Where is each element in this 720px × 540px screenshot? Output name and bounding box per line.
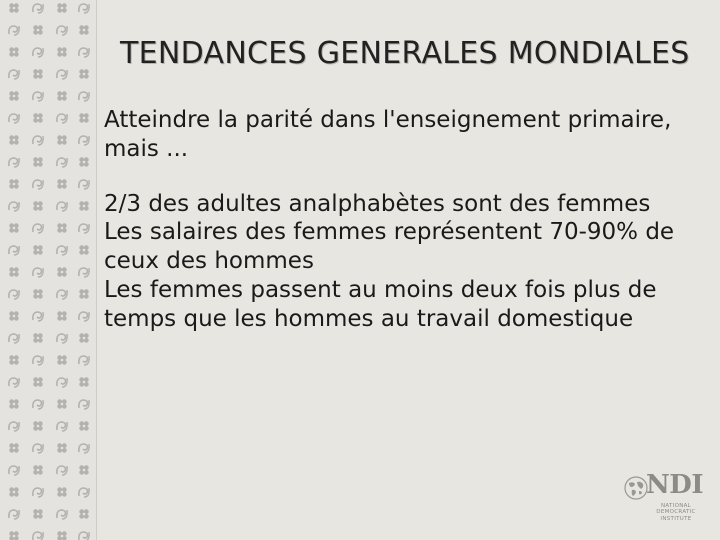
ornament-motif xyxy=(9,510,19,519)
ornament-motif xyxy=(79,268,89,277)
logo-subtitle: NATIONAL DEMOCRATIC INSTITUTE xyxy=(656,503,696,522)
paragraph-domestic-work: Les femmes passent au moins deux fois plus de temps que les hommes au travail domestique xyxy=(104,276,657,332)
ornament-motif xyxy=(57,26,67,35)
ornament-motif xyxy=(33,136,43,145)
ornament-motif xyxy=(33,48,43,57)
ornament-motif xyxy=(9,26,19,35)
ornament-motif xyxy=(57,422,67,431)
ornament-motif xyxy=(57,246,67,255)
ornament-motif xyxy=(33,157,42,166)
ornament-motif xyxy=(79,136,89,145)
ornament-motif xyxy=(33,444,43,453)
ornament-motif xyxy=(33,421,42,430)
ornament-motif xyxy=(57,3,66,12)
ornament-motif xyxy=(9,3,18,12)
ornament-motif xyxy=(9,334,19,343)
ornament-motif xyxy=(9,114,19,123)
ornament-pattern xyxy=(0,0,96,540)
ornament-motif xyxy=(9,290,19,299)
ornament-motif xyxy=(57,202,67,211)
ornament-motif xyxy=(9,399,18,408)
ornament-motif xyxy=(79,532,89,540)
decorative-border xyxy=(0,0,97,540)
ornament-motif xyxy=(33,268,43,277)
ornament-motif xyxy=(9,378,19,387)
ornament-motif xyxy=(9,91,18,100)
ornament-motif xyxy=(33,224,43,233)
ornament-motif xyxy=(9,47,18,56)
ornament-motif xyxy=(33,356,43,365)
ornament-motif xyxy=(79,444,89,453)
ornament-motif xyxy=(9,202,19,211)
ornament-motif xyxy=(9,246,19,255)
ornament-motif xyxy=(79,157,88,166)
ornament-motif xyxy=(79,465,88,474)
ornament-motif xyxy=(79,245,88,254)
ornament-motif xyxy=(57,311,66,320)
ornament-motif xyxy=(57,114,67,123)
ornament-motif xyxy=(9,443,18,452)
ornament-motif xyxy=(57,267,66,276)
ornament-motif xyxy=(33,333,42,342)
ornament-motif xyxy=(57,531,66,540)
ornament-motif xyxy=(79,377,88,386)
ornament-motif xyxy=(57,510,67,519)
ornament-motif xyxy=(79,48,89,57)
logo-wordmark: NDI xyxy=(646,470,703,500)
ornament-motif xyxy=(57,91,66,100)
ornament-motif xyxy=(57,290,67,299)
ornament-motif xyxy=(9,267,18,276)
ornament-motif xyxy=(57,443,66,452)
ornament-motif xyxy=(57,223,66,232)
ornament-motif xyxy=(33,377,42,386)
ornament-motif xyxy=(57,158,67,167)
ornament-motif xyxy=(79,224,89,233)
ornament-motif xyxy=(79,25,88,34)
ornament-motif xyxy=(57,70,67,79)
ornament-motif xyxy=(33,488,43,497)
ornament-motif xyxy=(79,180,89,189)
ornament-motif xyxy=(79,4,89,13)
ornament-motif xyxy=(9,135,18,144)
ornament-motif xyxy=(79,400,89,409)
ornament-motif xyxy=(57,378,67,387)
ornament-motif xyxy=(57,355,66,364)
ornament-motif xyxy=(79,356,89,365)
ornament-motif xyxy=(33,289,42,298)
ornament-motif xyxy=(33,25,42,34)
ornament-motif xyxy=(9,487,18,496)
ornament-motif xyxy=(9,422,19,431)
ornament-motif xyxy=(33,245,42,254)
ornament-motif xyxy=(79,509,88,518)
paragraph-parity: Atteindre la parité dans l'enseignement primaire, mais ... xyxy=(104,107,672,162)
ornament-motif xyxy=(9,223,18,232)
ornament-motif xyxy=(33,180,43,189)
ornament-motif xyxy=(33,69,42,78)
ornament-motif xyxy=(57,179,66,188)
ornament-motif xyxy=(79,69,88,78)
ornament-motif xyxy=(57,334,67,343)
ornament-motif xyxy=(79,201,88,210)
ornament-motif xyxy=(9,179,18,188)
ornament-motif xyxy=(9,466,19,475)
ornament-motif xyxy=(33,92,43,101)
ornament-motif xyxy=(33,312,43,321)
ornament-motif xyxy=(9,311,18,320)
ornament-motif xyxy=(79,92,89,101)
paragraph-illiteracy: 2/3 des adultes analphabètes sont des femmes xyxy=(104,190,651,217)
ornament-motif xyxy=(79,421,88,430)
ornament-motif xyxy=(79,333,88,342)
ornament-motif xyxy=(33,113,42,122)
slide-title: TENDANCES GENERALES MONDIALES xyxy=(120,36,690,71)
ornament-motif xyxy=(79,289,88,298)
ornament-motif xyxy=(33,4,43,13)
ornament-motif xyxy=(79,113,88,122)
ornament-motif xyxy=(79,312,89,321)
ornament-motif xyxy=(33,400,43,409)
ornament-motif xyxy=(33,201,42,210)
slide-body xyxy=(104,106,694,333)
ornament-motif xyxy=(57,135,66,144)
ornament-motif xyxy=(9,531,18,540)
ornament-motif xyxy=(33,532,43,540)
ornament-motif xyxy=(33,465,42,474)
ornament-motif xyxy=(57,487,66,496)
ornament-motif xyxy=(57,399,66,408)
ornament-motif xyxy=(57,466,67,475)
ornament-motif xyxy=(79,488,89,497)
ornament-motif xyxy=(9,158,19,167)
ornament-motif xyxy=(9,355,18,364)
ornament-motif xyxy=(9,70,19,79)
ornament-motif xyxy=(57,47,66,56)
paragraph-salaries: Les salaires des femmes représentent 70-90% de ceux des hommes xyxy=(104,219,675,274)
ndi-logo xyxy=(620,470,706,528)
ornament-motif xyxy=(33,509,42,518)
